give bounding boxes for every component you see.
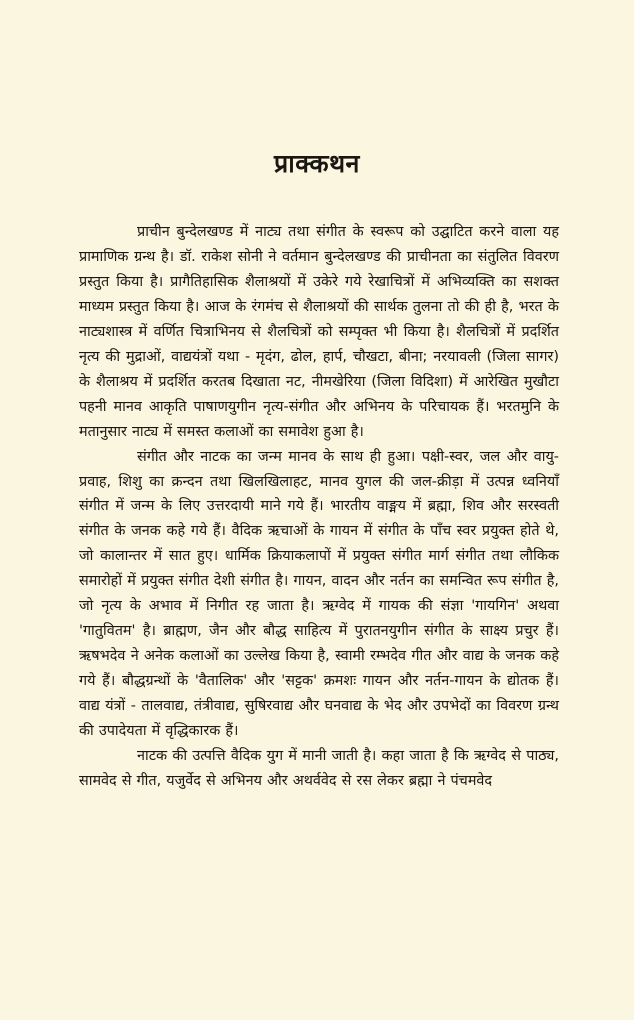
- paragraph-3: नाटक की उत्पत्ति वैदिक युग में मानी जाती है। कहा जाता है कि ऋग्वेद से पाठ्य, सामवेद से गीत, यजुर्वेद से अभिनय और अथर्ववेद से रस लेकर ब्रह्मा ने पंचमवेद: [79, 748, 559, 789]
- paragraph-1: प्राचीन बुन्देलखण्ड में नाट्य तथा संगीत के स्वरूप को उद्घाटित करने वाला यह प्रामाणिक ग्रन्थ है। डॉ. राकेश सोनी ने वर्तमान बुन्देलखण्ड की प्राचीनता का संतुलित विवरण प्रस्तुत किया है। प्रागैतिहासिक शैलाश्रयों में उकेरे गये रेखाचित्रों में अभिव्यक्ति का सशक्त माध्यम प्रस्तुत किया है। आज के रंगमंच से शैलाश्रयों की सार्थक तुलना तो की ही है, भरत के नाट्यशास्त्र में वर्णित चित्राभिनय से शैलचित्रों को सम्पृक्त भी किया है। शैलचित्रों में प्रदर्शित नृत्य की मुद्राओं, वाद्ययंत्रों यथा - मृदंग, ढोल, हार्प, चौखटा, बीना; नरयावली (जिला सागर) के शैलाश्रय में प्रदर्शित करतब दिखाता नट, नीमखेरिया (जिला विदिशा) में आरेखित मुखौटा पहनी मानव आकृति पाषाणयुगीन नृत्य-संगीत और अभिनय के परिचायक हैं। भरतमुनि के मतानुसार नाट्य में समस्त कलाओं का समावेश हुआ है।: [79, 224, 559, 440]
- paragraph-2: संगीत और नाटक का जन्म मानव के साथ ही हुआ। पक्षी-स्वर, जल और वायु-प्रवाह, शिशु का क्रन्दन तथा खिलखिलाहट, मानव युगल की जल-क्रीड़ा में उत्पन्न ध्वनियाँ संगीत में जन्म के लिए उत्तरदायी माने गये हैं। भारतीय वाङ्मय में ब्रह्मा, शिव और सरस्वती संगीत के जनक कहे गये हैं। वैदिक ऋचाओं के गायन में संगीत के पाँच स्वर प्रयुक्त होते थे, जो कालान्तर में सात हुए। धार्मिक क्रियाकलापों में प्रयुक्त संगीत मार्ग संगीत तथा लौकिक समारोहों में प्रयुक्त संगीत देशी संगीत है। गायन, वादन और नर्तन का समन्वित रूप संगीत है, जो नृत्य के अभाव में निगीत रह जाता है। ऋग्वेद में गायक की संज्ञा 'गायगिन' अथवा 'गातुवितम' है। ब्राह्मण, जैन और बौद्ध साहित्य में पुरातनयुगीन संगीत के साक्ष्य प्रचुर हैं। ऋषभदेव ने अनेक कलाओं का उल्लेख किया है, स्वामी रम्भदेव गीत और वाद्य के जनक कहे गये हैं। बौद्धग्रन्थों के 'वैतालिक' और 'सट्टक' क्रमशः गायन और नर्तन-गायन के द्योतक हैं। वाद्य यंत्रों - तालवाद्य, तंत्रीवाद्य, सुषिरवाद्य और घनवाद्य के भेद और उपभेदों का विवरण ग्रन्थ की उपादेयता में वृद्धिकारक हैं।: [79, 448, 559, 740]
- page-title: प्राक्कथन: [274, 149, 360, 178]
- body-text: [79, 220, 559, 794]
